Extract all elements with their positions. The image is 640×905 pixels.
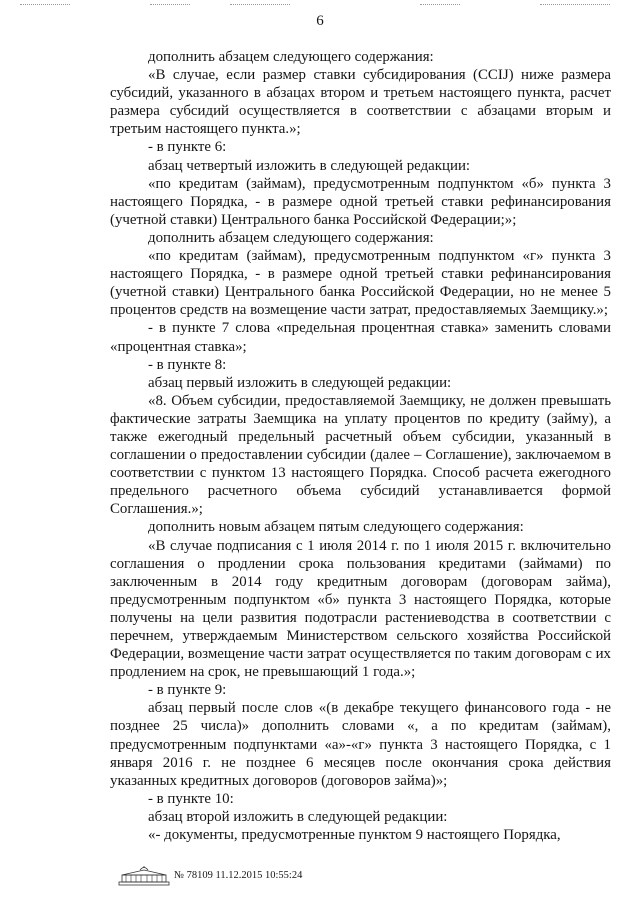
paragraph: - в пункте 6: [148, 139, 227, 156]
paragraph: «В случае, если размер ставки субсидирования (ССIJ) ниже размера субсидий, указанного в абзацах втором и третьем настоящего пункта, расчет размера субсидий осуществляется в соответствии с абзацами вторым и третьим настоящего пункта.»; [110, 67, 611, 138]
document-body [110, 48, 611, 844]
scan-edge-mark [420, 4, 460, 6]
document-footer [118, 866, 538, 888]
paragraph: абзац четвертый изложить в следующей редакции: [148, 157, 471, 174]
paragraph: - в пункте 9: [148, 682, 227, 699]
paragraph: - в пункте 10: [148, 790, 234, 807]
paragraph: «В случае подписания с 1 июля 2014 г. по 1 июля 2015 г. включительно соглашения о продлении срока пользования кредитами (займами) по заключенным в 2014 году кредитным договорам (договорам займа), предусмотренным подпунктом «б» пункта 3 настоящего Порядка, которые получены на цели развития подотрасли растениеводства в соответствии с перечнем, утверждаемым Министерством сельского хозяйства Российской Федерации, возмещение части затрат осуществляется по таким договорам с их продлением на срок, не превышающий 1 года.»; [110, 537, 611, 681]
paragraph: абзац второй изложить в следующей редакции: [148, 808, 448, 825]
scan-edge-mark [20, 4, 70, 6]
paragraph: «8. Объем субсидии, предоставляемой Заемщику, не должен превышать фактические затраты Заемщика на уплату процентов по кредиту (займу), а также ежегодный предельный расчетный объем субсидии, указанный в соглашении о предоставлении субсидии (далее – Соглашение), заключаемом в соответствии с пунктом 13 настоящего Порядка. Способ расчета ежегодного предельного расчетного объема субсидий устанавливается формой Соглашения.»; [110, 392, 611, 518]
scan-edge-mark [150, 4, 190, 6]
paragraph: дополнить абзацем следующего содержания: [148, 49, 434, 65]
paragraph: «по кредитам (займам), предусмотренным подпунктом «г» пункта 3 настоящего Порядка, - в размере одной третьей ставки рефинансирования (учетной ставки) Центрального банка Российской Федерации, но не менее 5 процентов средств на возмещение части затрат, предоставляемых Заемщику.»; [110, 248, 611, 319]
scan-edge-mark [540, 4, 610, 6]
paragraph: «- документы, предусмотренные пунктом 9 настоящего Порядка, [148, 827, 561, 844]
paragraph: дополнить новым абзацем пятым следующего содержания: [148, 519, 524, 536]
scan-edge-mark [230, 4, 290, 6]
page-number: 6 [316, 13, 324, 29]
paragraph: абзац первый изложить в следующей редакции: [148, 374, 452, 391]
paragraph: - в пункте 7 слова «предельная процентная ставка» заменить словами «процентная ставка»; [110, 320, 611, 355]
paragraph: - в пункте 8: [148, 356, 227, 373]
paragraph: абзац первый после слов «(в декабре текущего финансового года - не позднее 25 числа)» дополнить словами «, а по кредитам (займам), предусмотренным подпунктами «а»-«г» пункта 3 настоящего Порядка, с 1 января 2016 г. не позднее 6 месяцев после окончания срока действия указанных кредитных договоров (договоров займа)»; [110, 700, 611, 789]
building-stamp-icon [118, 866, 170, 886]
document-registration-number: № 78109 11.12.2015 10:55:24 [174, 870, 303, 881]
paragraph: дополнить абзацем следующего содержания: [148, 229, 434, 246]
paragraph: «по кредитам (займам), предусмотренным подпунктом «б» пункта 3 настоящего Порядка, - в размере одной третьей ставки рефинансирования (учетной ставки) Центрального банка Российской Федерации;»; [110, 175, 611, 228]
